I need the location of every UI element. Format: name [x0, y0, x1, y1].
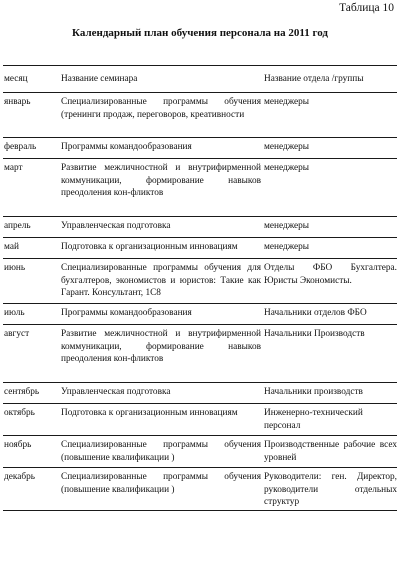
- page-title: Календарный план обучения персонала на 2011 год: [72, 27, 328, 39]
- table-row: [3, 468, 397, 511]
- month-cell: май: [3, 238, 61, 259]
- seminar-cell: Подготовка к организационным инновациям: [61, 404, 264, 436]
- month-cell: апрель: [3, 217, 61, 238]
- column-header-seminar: Название семинара: [61, 66, 264, 93]
- seminar-cell: Специализированные программы обучения для бухгалтеров, экономистов и юристов: Такие как Гарант. Консультант, 1С8: [61, 259, 264, 304]
- table-row: [3, 259, 397, 304]
- table-row: [3, 436, 397, 468]
- table-row: [3, 404, 397, 436]
- month-cell: октябрь: [3, 404, 61, 436]
- column-header-group: Название отдела /группы: [264, 66, 397, 93]
- group-cell: менеджеры: [264, 138, 397, 159]
- group-cell: менеджеры: [264, 159, 397, 217]
- month-cell: июнь: [3, 259, 61, 304]
- table-row: [3, 159, 397, 217]
- table-number-label: Таблица 10: [339, 2, 394, 14]
- month-cell: сентябрь: [3, 383, 61, 404]
- group-cell: менеджеры: [264, 93, 397, 138]
- seminar-cell: Управленческая подготовка: [61, 217, 264, 238]
- training-plan-table: [3, 65, 397, 511]
- table-row: [3, 238, 397, 259]
- table-header-row: [3, 66, 397, 93]
- group-cell: Инженерно-технический персонал: [264, 404, 397, 436]
- seminar-cell: Развитие межличностной и внутрифирменной коммуникации, формирование навыков преодоления кон-фликтов: [61, 325, 264, 383]
- table-row: [3, 383, 397, 404]
- seminar-cell: Подготовка к организационным инновациям: [61, 238, 264, 259]
- group-cell: менеджеры: [264, 238, 397, 259]
- month-cell: январь: [3, 93, 61, 138]
- group-cell: Руководители: ген. Директор, руководители отдельных структур: [264, 468, 397, 511]
- month-cell: июль: [3, 304, 61, 325]
- seminar-cell: Программы командообразования: [61, 304, 264, 325]
- seminar-cell: Программы командообразования: [61, 138, 264, 159]
- table-row: [3, 93, 397, 138]
- group-cell: Отделы ФБО Бухгалтера. Юристы Экономисты.: [264, 259, 397, 304]
- group-cell: Начальники Производств: [264, 325, 397, 383]
- month-cell: ноябрь: [3, 436, 61, 468]
- table-row: [3, 138, 397, 159]
- group-cell: Начальники отделов ФБО: [264, 304, 397, 325]
- seminar-cell: Развитие межличностной и внутрифирменной коммуникации, формирование навыков преодоления кон-фликтов: [61, 159, 264, 217]
- month-cell: август: [3, 325, 61, 383]
- month-cell: февраль: [3, 138, 61, 159]
- group-cell: Производственные рабочие всех уровней: [264, 436, 397, 468]
- seminar-cell: Специализированные программы обучения (повышение квалификации ): [61, 436, 264, 468]
- table-row: [3, 325, 397, 383]
- month-cell: декабрь: [3, 468, 61, 511]
- table-row: [3, 217, 397, 238]
- seminar-cell: Специализированные программы обучения (повышение квалификации ): [61, 468, 264, 511]
- seminar-cell: Специализированные программы обучения (тренинги продаж, переговоров, креативности: [61, 93, 264, 138]
- seminar-cell: Управленческая подготовка: [61, 383, 264, 404]
- month-cell: март: [3, 159, 61, 217]
- group-cell: Начальники производств: [264, 383, 397, 404]
- table-row: [3, 304, 397, 325]
- column-header-month: месяц: [3, 66, 61, 93]
- group-cell: менеджеры: [264, 217, 397, 238]
